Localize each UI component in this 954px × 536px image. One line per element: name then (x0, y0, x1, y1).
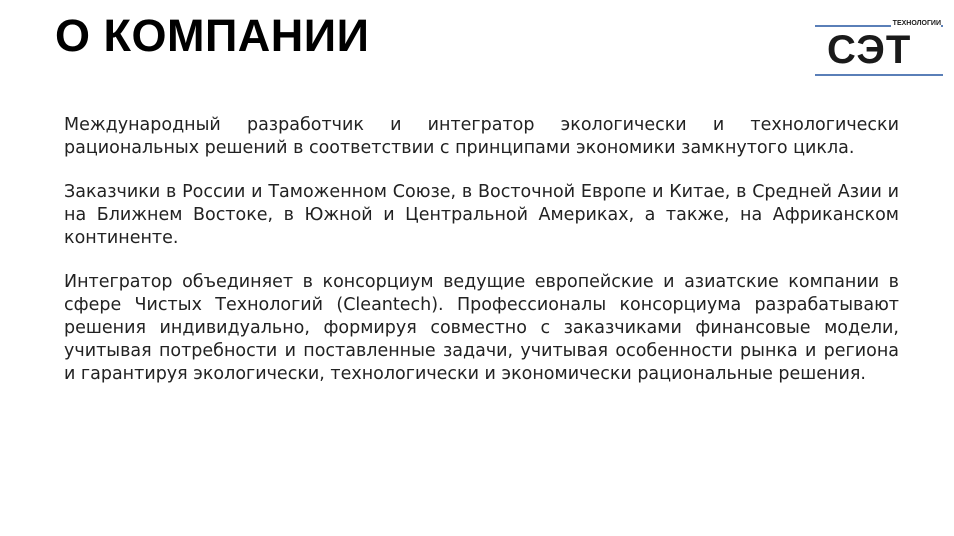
logo-name: СЭТ (827, 28, 912, 72)
paragraph-about: Международный разработчик и интегратор экологически и технологически рациональных решений в соответствии с принципами экономики замкнутого цикла. (64, 115, 899, 158)
logo-bottom-line (815, 74, 943, 76)
paragraph-consortium: Интегратор объединяет в консорциум ведущие европейские и азиатские компании в сфере Чистых Технологий (Cleantech). Профессионалы консорциума разрабатывают решения индивидуально, формируя совместно с заказчиками финансовые модели, учитывая потребности и поставленные задачи, учитывая особенности рынка и региона и гарантируя экологически, технологически и экономически рациональные решения. (64, 272, 899, 384)
company-logo (815, 20, 943, 78)
paragraph-customers: Заказчики в России и Таможенном Союзе, в Восточной Европе и Китае, в Средней Азии и на Ближнем Востоке, в Южной и Центральной Америках, а также, на Африканском континенте. (64, 182, 899, 248)
body-text (64, 114, 899, 407)
page-title: О КОМПАНИИ (55, 10, 370, 61)
logo-subtitle: ТЕХНОЛОГИИ (892, 20, 941, 27)
